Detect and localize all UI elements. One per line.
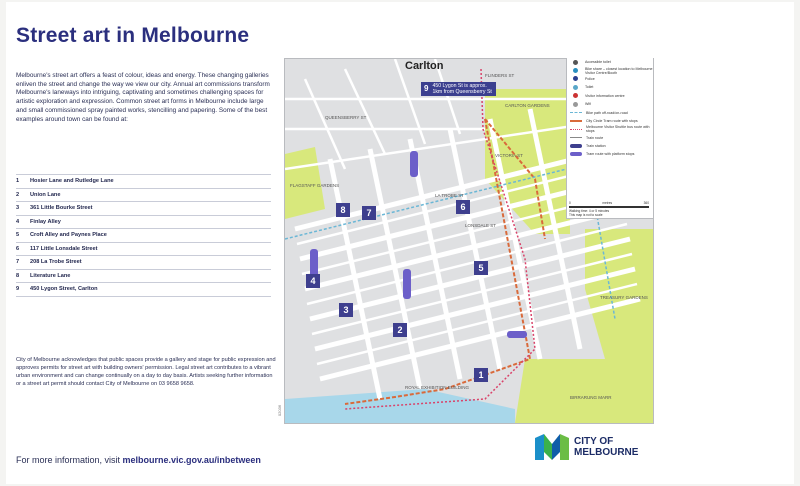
location-list	[16, 174, 271, 297]
legend-label: Train station	[586, 144, 606, 149]
list-item	[16, 174, 271, 188]
footer	[16, 455, 261, 465]
legend-item	[567, 125, 653, 133]
label-queensberry-st: QUEENSBERRY ST	[325, 115, 367, 120]
list-item-number: 2	[16, 191, 20, 198]
scale-start: 0	[569, 201, 571, 205]
legend-item	[567, 75, 653, 83]
shuttle-swatch	[570, 129, 582, 130]
legend-label: Melbourne Visitor Shuttle bus route with stops	[586, 125, 650, 134]
list-item-name: Finlay Alley	[30, 218, 61, 225]
map-marker-4[interactable]: 4	[306, 274, 320, 288]
list-item-number: 5	[16, 232, 20, 239]
list-item	[16, 269, 271, 283]
list-item	[16, 201, 271, 215]
list-item	[16, 228, 271, 242]
list-item-name: Croft Alley and Paynes Place	[30, 232, 107, 239]
label-flagstaff-gardens: FLAGSTAFF GARDENS	[290, 183, 340, 188]
tram-swatch	[570, 120, 582, 122]
list-item-number: 8	[16, 272, 20, 279]
map-marker-3[interactable]: 3	[339, 303, 353, 317]
tram-platform-swatch	[570, 152, 582, 156]
map-marker-2[interactable]: 2	[393, 323, 407, 337]
bike-share-icon	[573, 68, 578, 73]
melbourne-m-icon	[535, 434, 569, 460]
label-royal-exhibition: FLINDERS ST	[485, 73, 515, 78]
list-item	[16, 282, 271, 297]
scale-note: Walking time: 4 or 5 minutes	[569, 209, 610, 213]
label-treasury-gardens: TREASURY GARDENS	[600, 295, 648, 300]
legend-label: Toilet	[585, 85, 594, 90]
train-station-swatch	[570, 144, 582, 148]
legend-item	[567, 92, 653, 100]
map-marker-7[interactable]: 7	[362, 206, 376, 220]
logo-line1: CITY OF	[574, 436, 614, 447]
legend-item	[567, 117, 653, 125]
legend-item	[567, 142, 653, 150]
legend-label: Bike path off-road/on-road	[586, 110, 628, 115]
legend-label: City Circle Tram route with stops	[586, 118, 638, 123]
list-item-name: 361 Little Bourke Street	[30, 205, 93, 212]
permit-note: City of Melbourne acknowledges that public spaces provide a gallery and stage for public expression and approves permits for street art with building owners' permission. Legal street art contributes to a vibrant urban environment and can change continually on a day to day basis. Artists seeking further information or a street art permit should contact City of Melbourne on 03 9658 9658.	[16, 357, 276, 387]
footer-link[interactable]: melbourne.vic.gov.au/inbetween	[122, 455, 261, 465]
legend-item	[567, 108, 653, 116]
list-item-name: 208 La Trobe Street	[30, 259, 82, 266]
list-item-name: Literature Lane	[30, 272, 71, 279]
city-of-melbourne-logo	[535, 434, 638, 460]
list-item-name: Union Lane	[30, 191, 61, 198]
list-item	[16, 255, 271, 269]
page-title: Street art in Melbourne	[16, 24, 250, 47]
legend-item	[567, 83, 653, 91]
label-carlton-gardens: CARLTON GARDENS	[505, 103, 550, 108]
police-icon	[573, 76, 578, 81]
map-marker-6[interactable]: 6	[456, 200, 470, 214]
list-item-name: Hosier Lane and Rutledge Lane	[30, 178, 114, 185]
legend-label: Accessible toilet	[585, 60, 611, 65]
legend-item	[567, 66, 653, 74]
footer-prefix: For more information, visit	[16, 455, 123, 465]
scale-bar	[569, 206, 649, 208]
toilet-icon	[573, 85, 578, 90]
label-birrarung-marr: BIRRARUNG MARR	[570, 395, 612, 400]
list-item-name: 450 Lygon Street, Carlton	[30, 286, 98, 293]
list-item-number: 4	[16, 218, 20, 225]
legend-label: Bike share – closest location to Melbourne Visitor Centre/Booth	[585, 66, 653, 75]
map-scale	[569, 201, 649, 217]
label-victoria-st: VICTORIA ST	[495, 153, 523, 158]
legend-item	[567, 100, 653, 108]
train-route-swatch	[570, 137, 582, 138]
wifi-icon	[573, 102, 578, 107]
label-lonsdale-st: LONSDALE ST	[465, 223, 497, 228]
logo-line2: MELBOURNE	[574, 447, 639, 458]
label-la-trobe-st: LA TROBE ST	[435, 193, 464, 198]
callout-line1: 450 Lygon St is approx.	[432, 83, 487, 89]
list-item	[16, 242, 271, 256]
list-item-name: 117 Little Lonsdale Street	[30, 245, 98, 252]
yarra-river	[285, 389, 515, 423]
accessible-toilet-icon	[573, 60, 578, 65]
map-marker-8[interactable]: 8	[336, 203, 350, 217]
lygon-callout[interactable]	[421, 82, 496, 96]
callout-text	[432, 83, 491, 95]
legend-item	[567, 58, 653, 66]
legend-label: Police	[585, 76, 595, 81]
list-item-number: 1	[16, 178, 20, 185]
scale-label: metres	[602, 201, 613, 205]
legend-item	[567, 134, 653, 142]
legend-label: Train route	[586, 135, 604, 140]
scale-end: 360	[643, 201, 649, 205]
list-item	[16, 188, 271, 202]
logo-text	[574, 436, 638, 458]
list-item-number: 7	[16, 259, 20, 266]
suburb-label: Carlton	[405, 60, 444, 72]
scale-caption: This map is not to scale	[569, 213, 603, 217]
label-flinders-st: ROYAL EXHIBITION BUILDING	[405, 385, 470, 390]
map-legend	[566, 58, 653, 219]
legend-item	[567, 150, 653, 158]
map-marker-5[interactable]: 5	[474, 261, 488, 275]
list-item	[16, 215, 271, 229]
legend-label: Tram route with platform stops	[586, 152, 635, 157]
info-icon	[573, 93, 578, 98]
list-item-number: 6	[16, 245, 20, 252]
legend-label: Visitor information centre	[585, 93, 625, 98]
callout-line2: 1km from Queensberry St	[432, 89, 492, 95]
callout-number: 9	[424, 84, 429, 93]
map-marker-1[interactable]: 1	[474, 368, 488, 382]
document-code: 02036	[277, 404, 283, 417]
birrarung-marr-park	[515, 359, 653, 423]
list-item-number: 3	[16, 205, 20, 212]
intro-paragraph: Melbourne's street art offers a feast of colour, ideas and energy. These changing galleries enliven the street and change the way we view our city. Annual art commissions transform Melbourne's laneways into intriguing, captivating and sometimes challenging spaces for artistic exploration and expression. Common street art forms in Melbourne include large and small commissioned spray painted works, stencilling and papering. Some of the best examples around town can be found at:	[16, 72, 270, 123]
bike-path-swatch	[570, 112, 582, 113]
list-item-number: 9	[16, 286, 20, 293]
legend-label: Wifi	[585, 102, 591, 107]
